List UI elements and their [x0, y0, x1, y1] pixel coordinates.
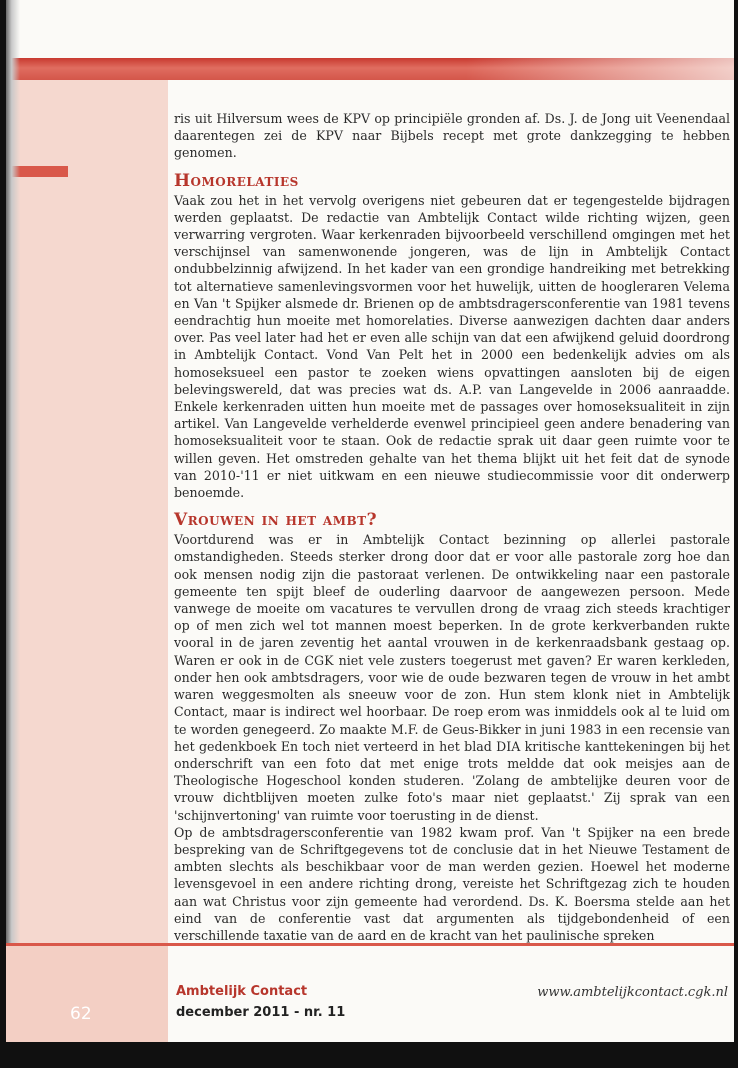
paragraph-homorelaties: Vaak zou het in het vervolg overigens niet gebeuren dat er tegengestelde bijdragen werden geplaatst. De redactie van Ambtelijk Contact wilde richting wijzen, geen verwarring vergroten. Waar kerkenraden bijvoorbeeld verschillend omgingen met het verschijnsel van samenwonende jongeren, was de lijn in Ambtelijk Contact ondubbelzinnig afwijzend. In het kader van een grondige handreiking met betrekking tot alternatieve samenlevingsvormen voor het huwelijk, uitten de hoogleraren Velema en Van 't Spijker alsmede dr. Brienen op de ambtsdragersconferentie van 1981 tevens eendrachtig hun moeite met homorelaties. Diverse aanwezigen dachten daar anders over. Pas veel later had het er even alle schijn van dat een afwijkend geluid doordrong in Ambtelijk Contact. Vond Van Pelt het in 2000 een bedenkelijk advies om als homoseksueel een pastor te zoeken wiens opvattingen aansloten bij de eigen belevingswereld, dat was precies wat ds. A.P. van Langevelde in 2006 aanraadde. Enkele kerkenraden uitten hun moeite met de passages over homoseksualiteit in zijn artikel. Van Langevelde verhelderde evenwel principieel geen andere benadering van homoseksualiteit voor te staan. Ook de redactie sprak uit daar geen ruimte voor te willen geven. Het omstreden gehalte van het thema blijkt uit het feit dat de synode van 2010-'11 er niet uitkwam en een nieuwe studiecommissie voor dit onderwerp benoemde. — [174, 192, 730, 501]
section-heading-homorelaties: Homorelaties — [174, 170, 299, 191]
section-heading-vrouwen: Vrouwen in het ambt? — [174, 510, 378, 531]
paragraph-vrouwen-1: Voortdurend was er in Ambtelijk Contact bezinning op allerlei pastorale omstandigheden. Steeds sterker drong door dat er voor alle pastorale zorg hoe dan ook mensen nodig zijn die pastoraat verlenen. De ontwikkeling naar een pastorale gemeente ten spijt bleef de ouderling daarvoor de aangewezen persoon. Mede vanwege de moeite om vacatures te vervullen drong de vraag zich steeds krachtiger op of men zich wel tot mannen moest beperken. In de grote kerkverbanden rukte vooral in de jaren zeventig het aantal vrouwen in de kerkenraadsbank gestaag op. Waren er ook in de CGK niet vele zusters toegerust met gaven? Er waren kerkleden, onder hen ook ambtsdragers, voor wie de oude bezwaren tegen de vrouw in het ambt waren weggesmolten als sneeuw voor de zon. Hun stem klonk niet in Ambtelijk Contact, maar is indirect wel hoorbaar. De roep erom was inmiddels ook al te luid om te worden genegeerd. Zo maakte M.F. de Geus-Bikker in juni 1983 in een recensie van het gedenkboek En toch niet verteerd in het blad DIA kritische kanttekeningen bij het onderschrift van een foto dat met enige trots meldde dat ook meisjes aan de Theologische Hogeschool konden studeren. 'Zolang de ambtelijke deuren voor de vrouw dichtblijven moeten zulke foto's maar niet geplaatst.' Zij sprak van een 'schijnvertoning' van ruimte voor toerusting in de dienst. — [174, 532, 730, 823]
footer-magazine-title: Ambtelijk Contact — [176, 984, 308, 999]
footer-issue: december 2011 - nr. 11 — [176, 1005, 346, 1020]
footer-margin-block — [6, 946, 168, 1042]
page-number: 62 — [70, 1004, 92, 1024]
margin-column — [6, 60, 168, 945]
intro-paragraph: ris uit Hilversum wees de KPV op principiële gronden af. Ds. J. de Jong uit Veenendaal daarentegen zei de KPV naar Bijbels recept met grote dankzegging te hebben genomen. — [174, 111, 730, 161]
top-band-fade — [466, 58, 734, 80]
paragraph-vrouwen-2: Op de ambtsdragersconferentie van 1982 kwam prof. Van 't Spijker na een brede bespreking van de Schriftgegevens tot de conclusie dat in het Nieuwe Testament de ambten slechts als beschikbaar voor de man werden gezien. Hoewel het moderne levensgevoel in een andere richting drong, vereiste het Schriftgezag zich te houden aan wat Christus voor zijn gemeente had verordend. Ds. K. Boersma stelde aan het eind van de conferentie vast dat argumenten als tijdgebondenheid of een verschillende taxatie van de aard en de kracht van het paulinische spreken — [174, 824, 730, 943]
book-gutter-shadow — [6, 0, 20, 1042]
magazine-page — [6, 0, 734, 1042]
footer-website-link[interactable]: www.ambtelijkcontact.cgk.nl — [537, 985, 728, 1000]
article-body — [174, 110, 730, 944]
